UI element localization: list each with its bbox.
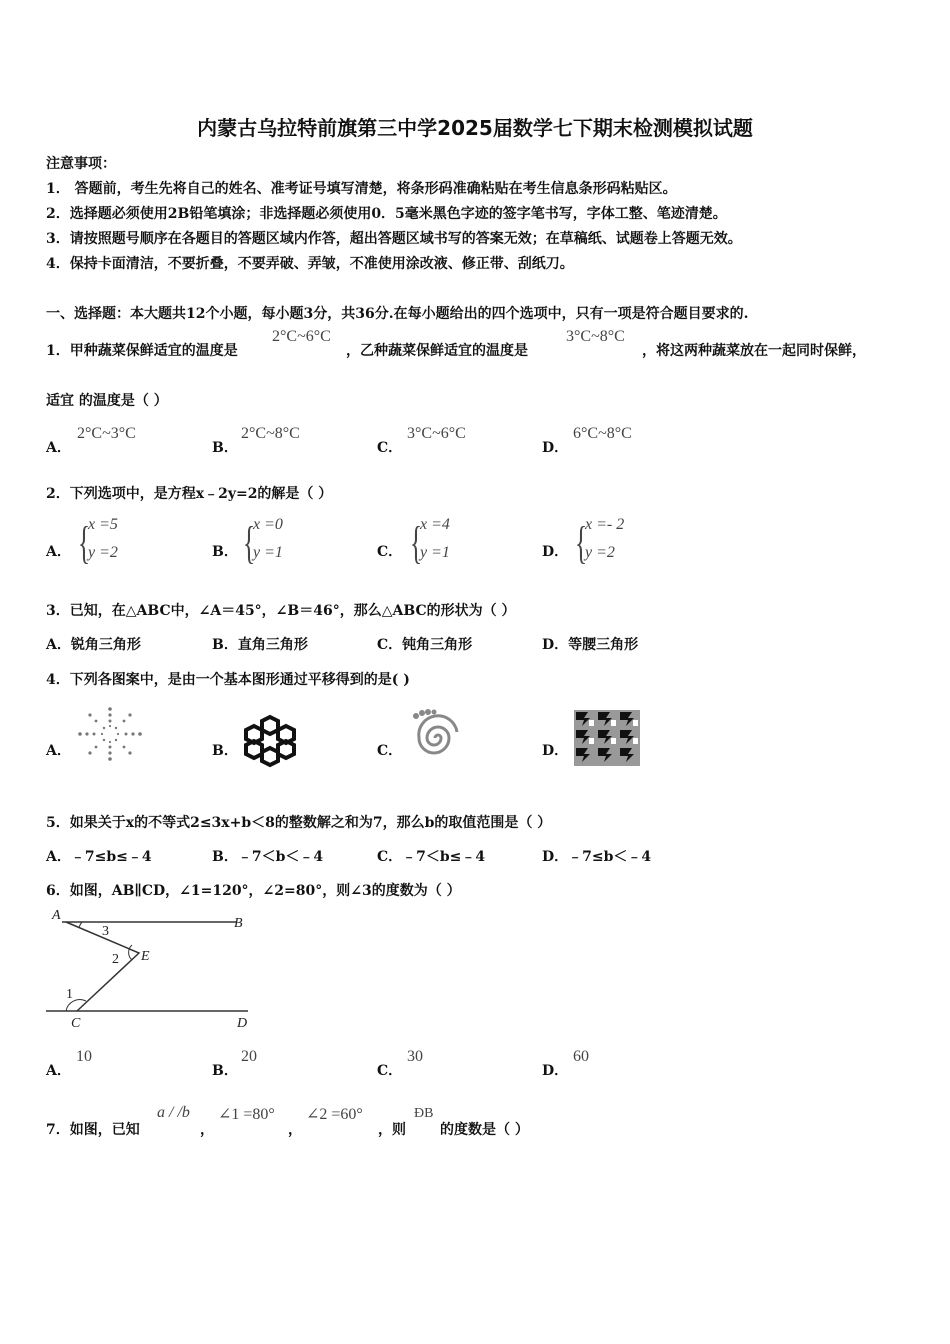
q5-option-c[interactable] (377, 846, 485, 866)
q3-option-d-label: D． (542, 637, 569, 653)
q2-option-b-system (243, 516, 303, 572)
q2-option-a-system (78, 516, 138, 572)
label-1: 1 (66, 987, 73, 1002)
q2-option-c-label[interactable]: C． (377, 544, 403, 560)
q2-option-b-y: y =1 (253, 544, 283, 561)
q7-math-1: a / /b (157, 1104, 190, 1121)
q5-option-a[interactable] (46, 846, 152, 866)
q6-option-a-value: 10 (76, 1048, 92, 1065)
q4-option-b-label[interactable]: B． (212, 743, 238, 759)
q4-option-c-label[interactable]: C． (377, 743, 403, 759)
q5-text: 5．如果关于x的不等式2≤3x+b＜8的整数解之和为7，那么b的取值范围是（ ） (46, 815, 552, 831)
q3-option-c[interactable] (377, 634, 472, 654)
q1-option-d-value: 6°C~8°C (573, 425, 632, 442)
q1-math-1: 2°C~6°C (272, 328, 331, 345)
q4-option-d-label[interactable]: D． (542, 743, 569, 759)
q2-option-c-system (410, 516, 470, 572)
notice-item-2: 2．选择题必须使用2B铅笔填涂；非选择题必须使用0．5毫米黑色字迹的签字笔书写，字体工整、笔迹清楚。 (46, 206, 727, 222)
q3-option-a-value: 锐角三角形 (70, 637, 141, 653)
q7-text-3: ， (288, 1122, 302, 1138)
q1-option-c-value: 3°C~6°C (407, 425, 466, 442)
q2-option-d-y: y =2 (585, 544, 615, 561)
q2-text: 2．下列选项中，是方程x﹣2y=2的解是（ ） (46, 486, 333, 502)
q2-option-a-y: y =2 (88, 544, 118, 561)
q2-option-d-label[interactable]: D． (542, 544, 569, 560)
q2-option-a-label[interactable]: A． (46, 544, 71, 560)
q3-option-c-label: C． (377, 637, 403, 653)
q3-option-b-label: B． (212, 637, 238, 653)
q2-option-d-x: x =- 2 (585, 516, 625, 533)
brace-icon: { (410, 517, 423, 568)
q3-option-c-value: 钝角三角形 (402, 637, 473, 653)
q7-text-4: ，则 (378, 1122, 406, 1138)
label-3: 3 (102, 924, 109, 939)
q2-option-b-label[interactable]: B． (212, 544, 238, 560)
q6-option-d-value: 60 (573, 1048, 589, 1065)
q7-math-2: ∠1 =80° (218, 1106, 275, 1123)
q7-text-1: 7．如图，已知 (46, 1122, 140, 1138)
q4-text: 4．下列各图案中，是由一个基本图形通过平移得到的是( ) (46, 672, 410, 688)
q3-option-b-value: 直角三角形 (237, 637, 308, 653)
brace-icon: { (78, 517, 91, 568)
spiral-shell-icon (408, 708, 464, 764)
q5-option-d[interactable] (542, 846, 651, 866)
label-b: B (234, 916, 243, 931)
q1-text-3: ，将这两种蔬菜放在一起同时保鲜， (642, 343, 866, 359)
q6-option-c-label[interactable]: C． (377, 1063, 403, 1079)
q5-option-b[interactable] (212, 846, 323, 866)
parallel-lines-figure (44, 905, 264, 1033)
q4-option-a-label[interactable]: A． (46, 743, 71, 759)
q5-option-c-value: ﹣7＜b≤﹣4 (402, 849, 486, 865)
label-a: A (52, 908, 61, 923)
q7-math-4: ÐB (414, 1106, 434, 1121)
q3-option-b[interactable] (212, 634, 308, 654)
label-2: 2 (112, 952, 119, 967)
q3-option-d[interactable] (542, 634, 638, 654)
q5-option-d-value: ﹣7≤b＜﹣4 (568, 849, 652, 865)
q2-option-d-system (575, 516, 645, 572)
notice-item-4: 4．保持卡面清洁，不要折叠，不要弄破、弄皱，不准使用涂改液、修正带、刮纸刀。 (46, 256, 574, 272)
notice-item-1: 1． 答题前，考生先将自己的姓名、准考证号填写清楚，将条形码准确粘贴在考生信息条形码粘贴区。 (46, 181, 677, 197)
q1-text-1: 1．甲种蔬菜保鲜适宜的温度是 (46, 343, 238, 359)
q5-option-b-label: B． (212, 849, 238, 865)
q1-option-d-label[interactable]: D． (542, 440, 569, 456)
label-e: E (141, 949, 150, 964)
q3-option-a-label: A． (46, 637, 71, 653)
q7-text-5: 的度数是（ ） (440, 1122, 529, 1138)
page-title: 内蒙古乌拉特前旗第三中学2025届数学七下期末检测模拟试题 (197, 116, 753, 140)
q6-option-d-label[interactable]: D． (542, 1063, 569, 1079)
q1-option-b-label[interactable]: B． (212, 440, 238, 456)
q1-text-4: 适宜 的温度是（ ） (46, 393, 168, 409)
q2-option-c-x: x =4 (420, 516, 450, 533)
q1-option-a-label[interactable]: A． (46, 440, 71, 456)
q6-option-b-value: 20 (241, 1048, 257, 1065)
q2-option-b-x: x =0 (253, 516, 283, 533)
q1-text-2: ，乙种蔬菜保鲜适宜的温度是 (346, 343, 528, 359)
q5-option-d-label: D． (542, 849, 569, 865)
q3-option-a[interactable] (46, 634, 141, 654)
q6-text: 6．如图，AB∥CD，∠1=120°，∠2=80°，则∠3的度数为（ ） (46, 883, 461, 899)
q1-option-b-value: 2°C~8°C (241, 425, 300, 442)
hexagon-flower-icon (240, 714, 300, 768)
label-d: D (237, 1016, 248, 1031)
dotted-star-icon (76, 705, 144, 763)
q5-option-a-label: A． (46, 849, 71, 865)
q2-option-c-y: y =1 (420, 544, 450, 561)
label-c: C (71, 1016, 81, 1031)
notice-item-3: 3．请按照题号顺序在各题目的答题区域内作答，超出答题区域书写的答案无效；在草稿纸、试题卷上答题无效。 (46, 231, 742, 247)
q3-text: 3．已知，在△ABC中，∠A＝45°，∠B＝46°，那么△ABC的形状为（ ） (46, 603, 516, 619)
q2-option-a-x: x =5 (88, 516, 118, 533)
brace-icon: { (575, 517, 588, 568)
q1-option-c-label[interactable]: C． (377, 440, 403, 456)
q3-option-d-value: 等腰三角形 (568, 637, 639, 653)
q1-math-2: 3°C~8°C (566, 328, 625, 345)
angle-3-arc (79, 922, 82, 928)
q6-option-a-label[interactable]: A． (46, 1063, 71, 1079)
q1-option-a-value: 2°C~3°C (77, 425, 136, 442)
q7-math-3: ∠2 =60° (306, 1106, 363, 1123)
q5-option-b-value: ﹣7＜b＜﹣4 (237, 849, 324, 865)
q5-option-c-label: C． (377, 849, 403, 865)
tiled-pattern-icon (574, 710, 640, 766)
q7-text-2: ， (200, 1122, 214, 1138)
q6-option-c-value: 30 (407, 1048, 423, 1065)
notice-heading: 注意事项： (46, 156, 116, 172)
brace-icon: { (243, 517, 256, 568)
section-heading: 一、选择题：本大题共12个小题，每小题3分，共36分.在每小题给出的四个选项中，只有一项是符合题目要求的. (46, 306, 749, 322)
q6-option-b-label[interactable]: B． (212, 1063, 238, 1079)
q5-option-a-value: ﹣7≤b≤﹣4 (70, 849, 152, 865)
angle-2-arc (129, 945, 132, 960)
